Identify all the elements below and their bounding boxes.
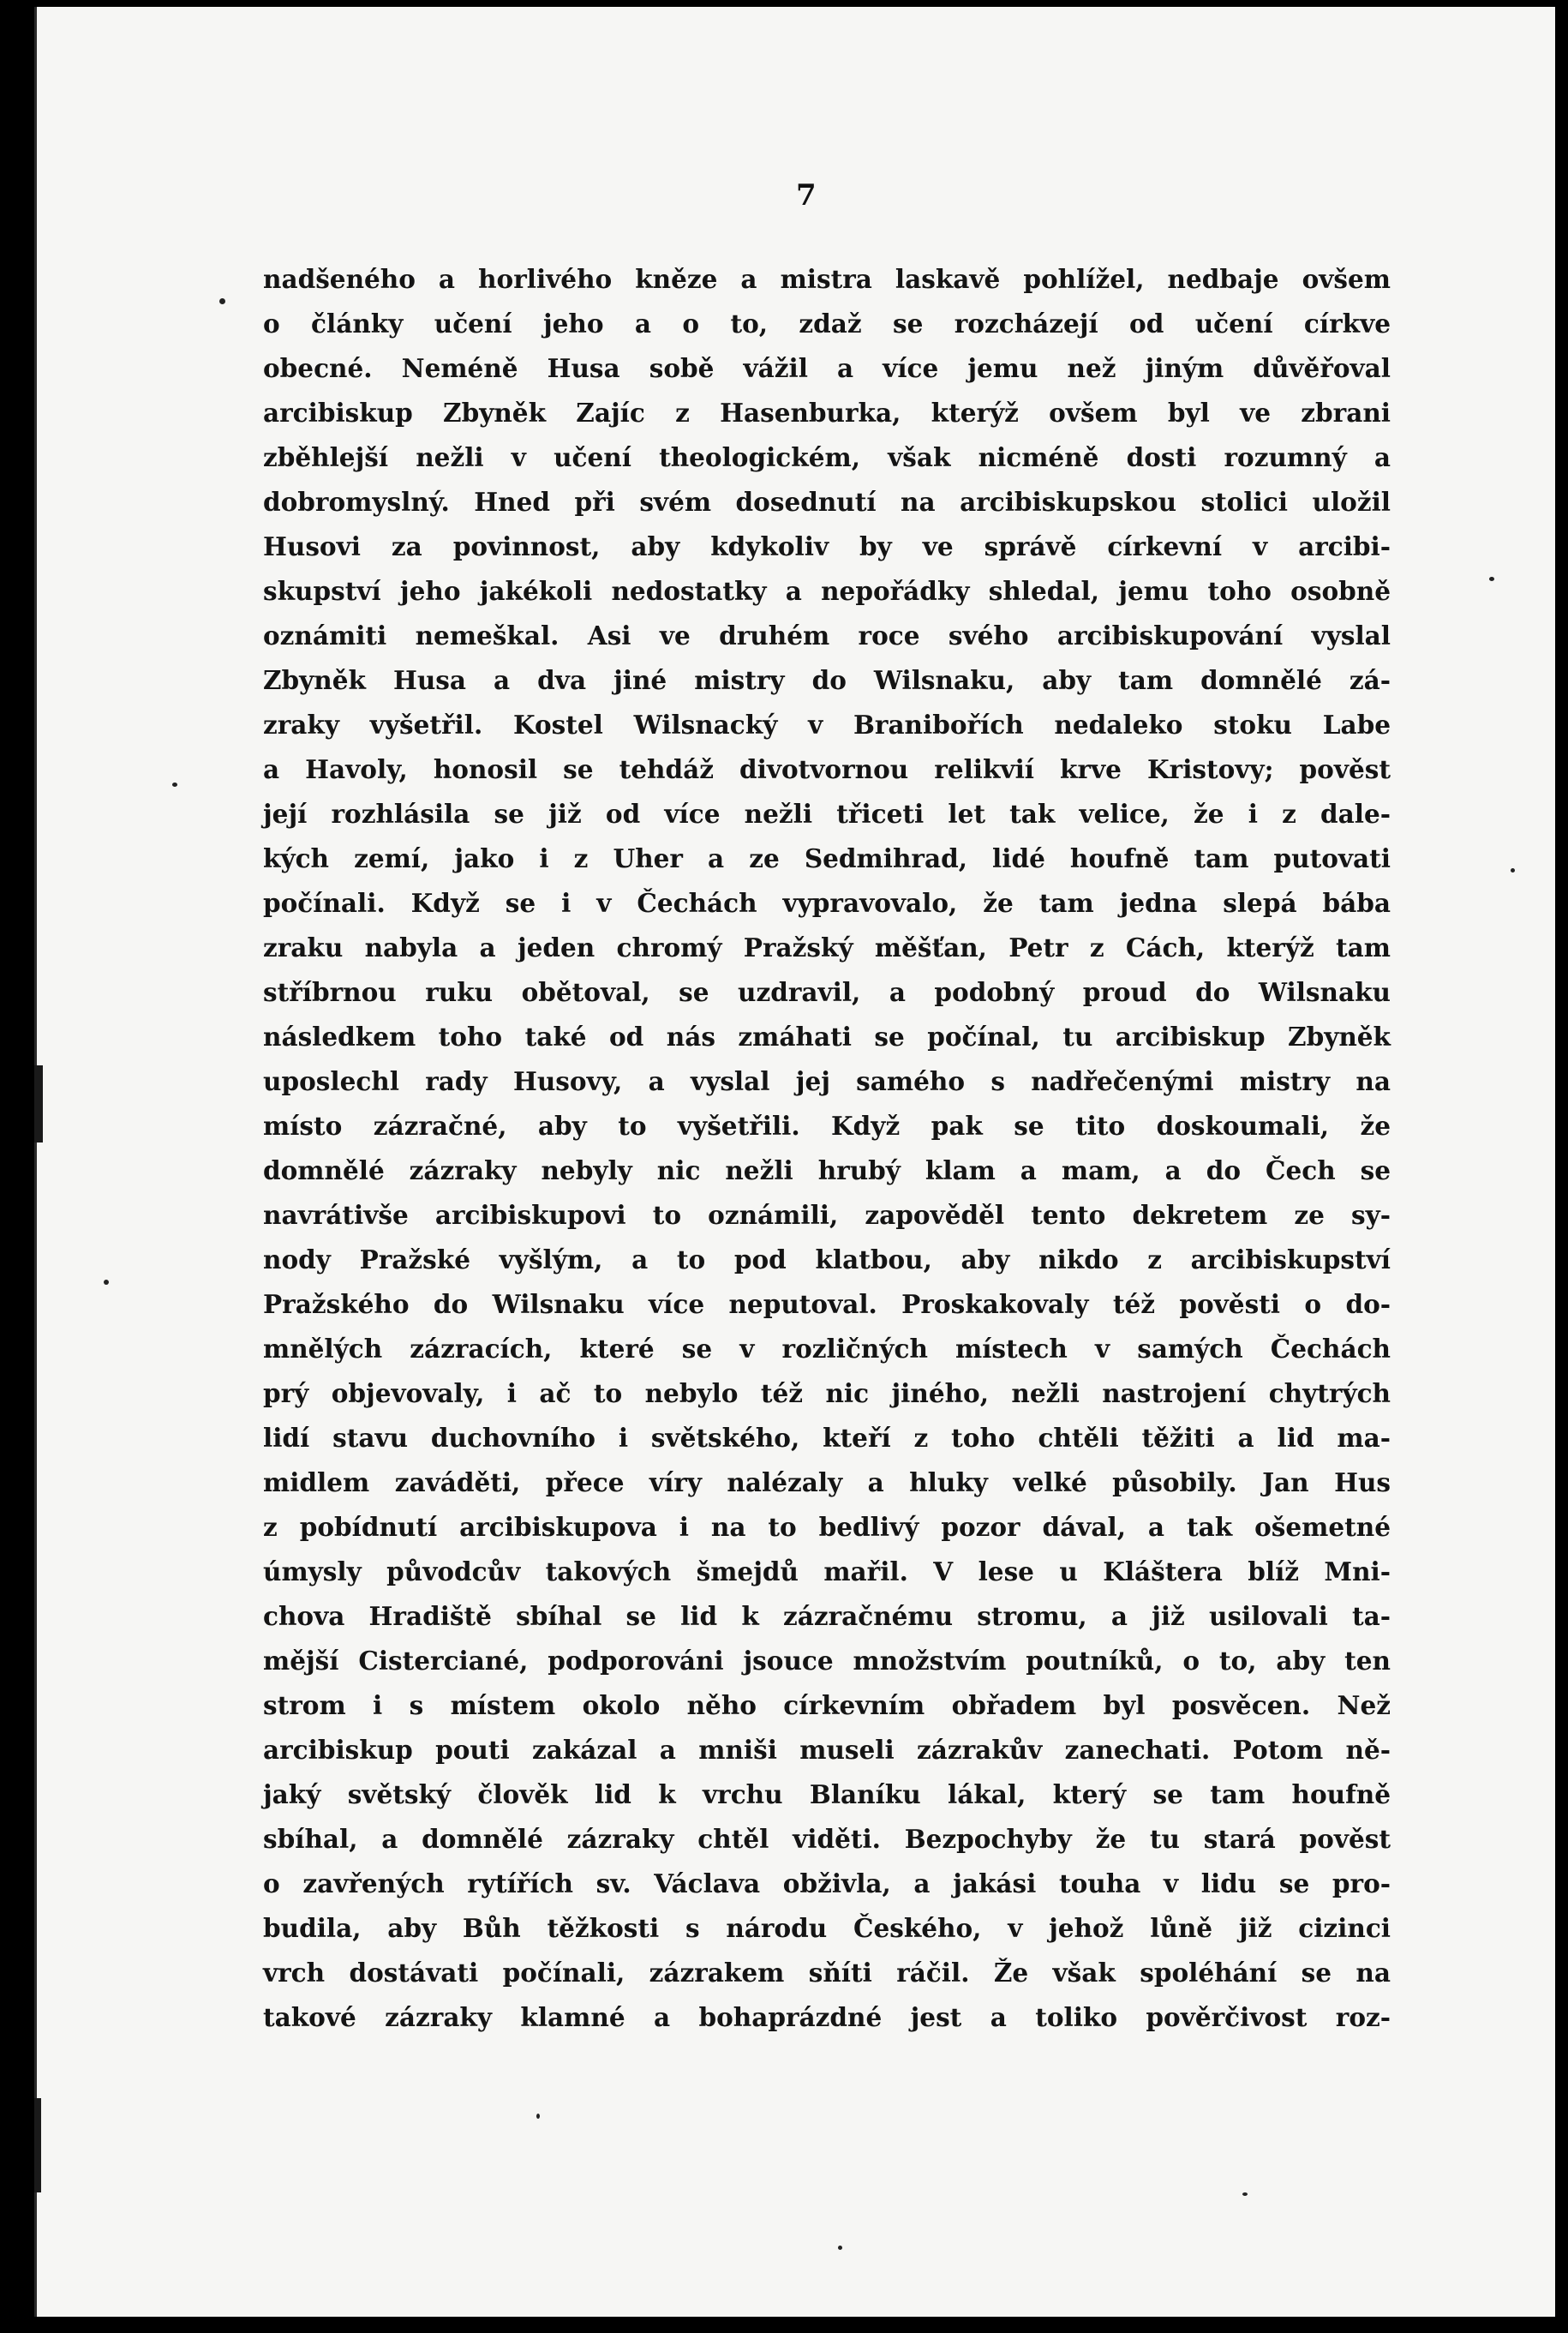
text-line: prý objevovaly, i ač to nebylo též nic jiného, nežli nastrojení chytrých xyxy=(263,1378,1391,1408)
scan-edge-mark xyxy=(34,2098,41,2192)
scan-speck xyxy=(219,298,225,304)
text-line: obecné. Neméně Husa sobě vážil a více jemu než jiným důvěřoval xyxy=(263,353,1391,383)
text-line: stříbrnou ruku obětoval, se uzdravil, a podobný proud do Wilsnaku xyxy=(263,977,1391,1007)
text-line: zraku nabyla a jeden chromý Pražský měšťan, Petr z Cách, kterýž tam xyxy=(263,933,1391,963)
text-line: skupství jeho jakékoli nedostatky a nepořádky shledal, jemu toho osobně xyxy=(263,576,1391,606)
text-line: jaký světský člověk lid k vrchu Blaníku lákal, který se tam houfně xyxy=(263,1779,1391,1809)
scan-speck xyxy=(536,2114,540,2119)
text-line: uposlechl rady Husovy, a vyslal jej samého s nadřečenými mistry na xyxy=(263,1066,1391,1096)
scan-speck xyxy=(838,2246,842,2250)
text-line: počínali. Když se i v Čechách vypravovalo, že tam jedna slepá bába xyxy=(263,888,1391,918)
text-line: z pobídnutí arcibiskupova i na to bedlivý pozor dával, a tak ošemetné xyxy=(263,1512,1391,1542)
text-line: lidí stavu duchovního i světského, kteří z toho chtěli těžiti a lid ma- xyxy=(263,1423,1391,1453)
scan-edge-mark xyxy=(34,1065,43,1143)
text-line: Husovi za povinnost, aby kdykoliv by ve správě církevní v arcibi- xyxy=(263,531,1391,561)
text-line: nody Pražské vyšlým, a to pod klatbou, aby nikdo z arcibiskupství xyxy=(263,1244,1391,1274)
text-line: kých zemí, jako i z Uher a ze Sedmihrad, lidé houfně tam putovati xyxy=(263,843,1391,873)
text-line: zraky vyšetřil. Kostel Wilsnacký v Branibořích nedaleko stoku Labe xyxy=(263,710,1391,740)
scan-speck xyxy=(1489,577,1494,581)
text-line: mnělých zázracích, které se v rozličných místech v samých Čechách xyxy=(263,1334,1391,1364)
text-line: domnělé zázraky nebyly nic nežli hrubý klam a mam, a do Čech se xyxy=(263,1155,1391,1185)
body-text xyxy=(263,257,1391,2040)
text-line: strom i s místem okolo něho církevním obřadem byl posvěcen. Než xyxy=(263,1690,1391,1720)
text-line: chova Hradiště sbíhal se lid k zázračnému stromu, a již usilovali ta- xyxy=(263,1601,1391,1631)
text-line: o články učení jeho a o to, zdaž se rozcházejí od učení církve xyxy=(263,309,1391,339)
scan-speck xyxy=(172,783,177,787)
text-line: arcibiskup Zbyněk Zajíc z Hasenburka, kterýž ovšem byl ve zbrani xyxy=(263,398,1391,428)
text-line: budila, aby Bůh těžkosti s národu Českého, v jehož lůně již cizinci xyxy=(263,1913,1391,1943)
text-line: úmysly původcův takových šmejdů mařil. V lese u Kláštera blíž Mni- xyxy=(263,1556,1391,1586)
text-line: zběhlejší nežli v učení theologickém, však nicméně dosti rozumný a xyxy=(263,442,1391,472)
scan-speck xyxy=(1511,868,1515,873)
text-line: její rozhlásila se již od více nežli třiceti let tak velice, že i z dale- xyxy=(263,799,1391,829)
text-line: takové zázraky klamné a bohaprázdné jest a toliko pověrčivost roz- xyxy=(263,2002,1391,2032)
text-line: o zavřených rytířích sv. Václava obživla, a jakási touha v lidu se pro- xyxy=(263,1868,1391,1898)
book-page xyxy=(34,7,1555,2317)
text-line: oznámiti nemeškal. Asi ve druhém roce svého arcibiskupování vyslal xyxy=(263,621,1391,651)
page-number: 7 xyxy=(796,178,817,213)
text-line: navrátivše arcibiskupovi to oznámili, zapověděl tento dekretem ze sy- xyxy=(263,1200,1391,1230)
text-line: dobromyslný. Hned při svém dosednutí na arcibiskupskou stolici uložil xyxy=(263,487,1391,517)
text-line: vrch dostávati počínali, zázrakem sňíti ráčil. Že však spoléhání se na xyxy=(263,1958,1391,1988)
text-line: nadšeného a horlivého kněze a mistra laskavě pohlížel, nedbaje ovšem xyxy=(263,264,1391,294)
scan-speck xyxy=(104,1280,109,1285)
text-line: Zbyněk Husa a dva jiné mistry do Wilsnaku, aby tam domnělé zá- xyxy=(263,665,1391,695)
text-line: arcibiskup pouti zakázal a mniši museli zázrakův zanechati. Potom ně- xyxy=(263,1735,1391,1765)
text-line: midlem zaváděti, přece víry nalézaly a hluky velké působily. Jan Hus xyxy=(263,1467,1391,1497)
text-line: mější Cisterciané, podporováni jsouce množstvím poutníků, o to, aby ten xyxy=(263,1646,1391,1676)
scan-speck xyxy=(1242,2192,1248,2196)
text-line: a Havoly, honosil se tehdáž divotvornou relikvií krve Kristovy; pověst xyxy=(263,754,1391,784)
text-line: místo zázračné, aby to vyšetřili. Když pak se tito doskoumali, že xyxy=(263,1111,1391,1141)
text-line: Pražského do Wilsnaku více neputoval. Proskakovaly též pověsti o do- xyxy=(263,1289,1391,1319)
text-line: následkem toho také od nás zmáhati se počínal, tu arcibiskup Zbyněk xyxy=(263,1022,1391,1052)
text-line: sbíhal, a domnělé zázraky chtěl viděti. Bezpochyby že tu stará pověst xyxy=(263,1824,1391,1854)
